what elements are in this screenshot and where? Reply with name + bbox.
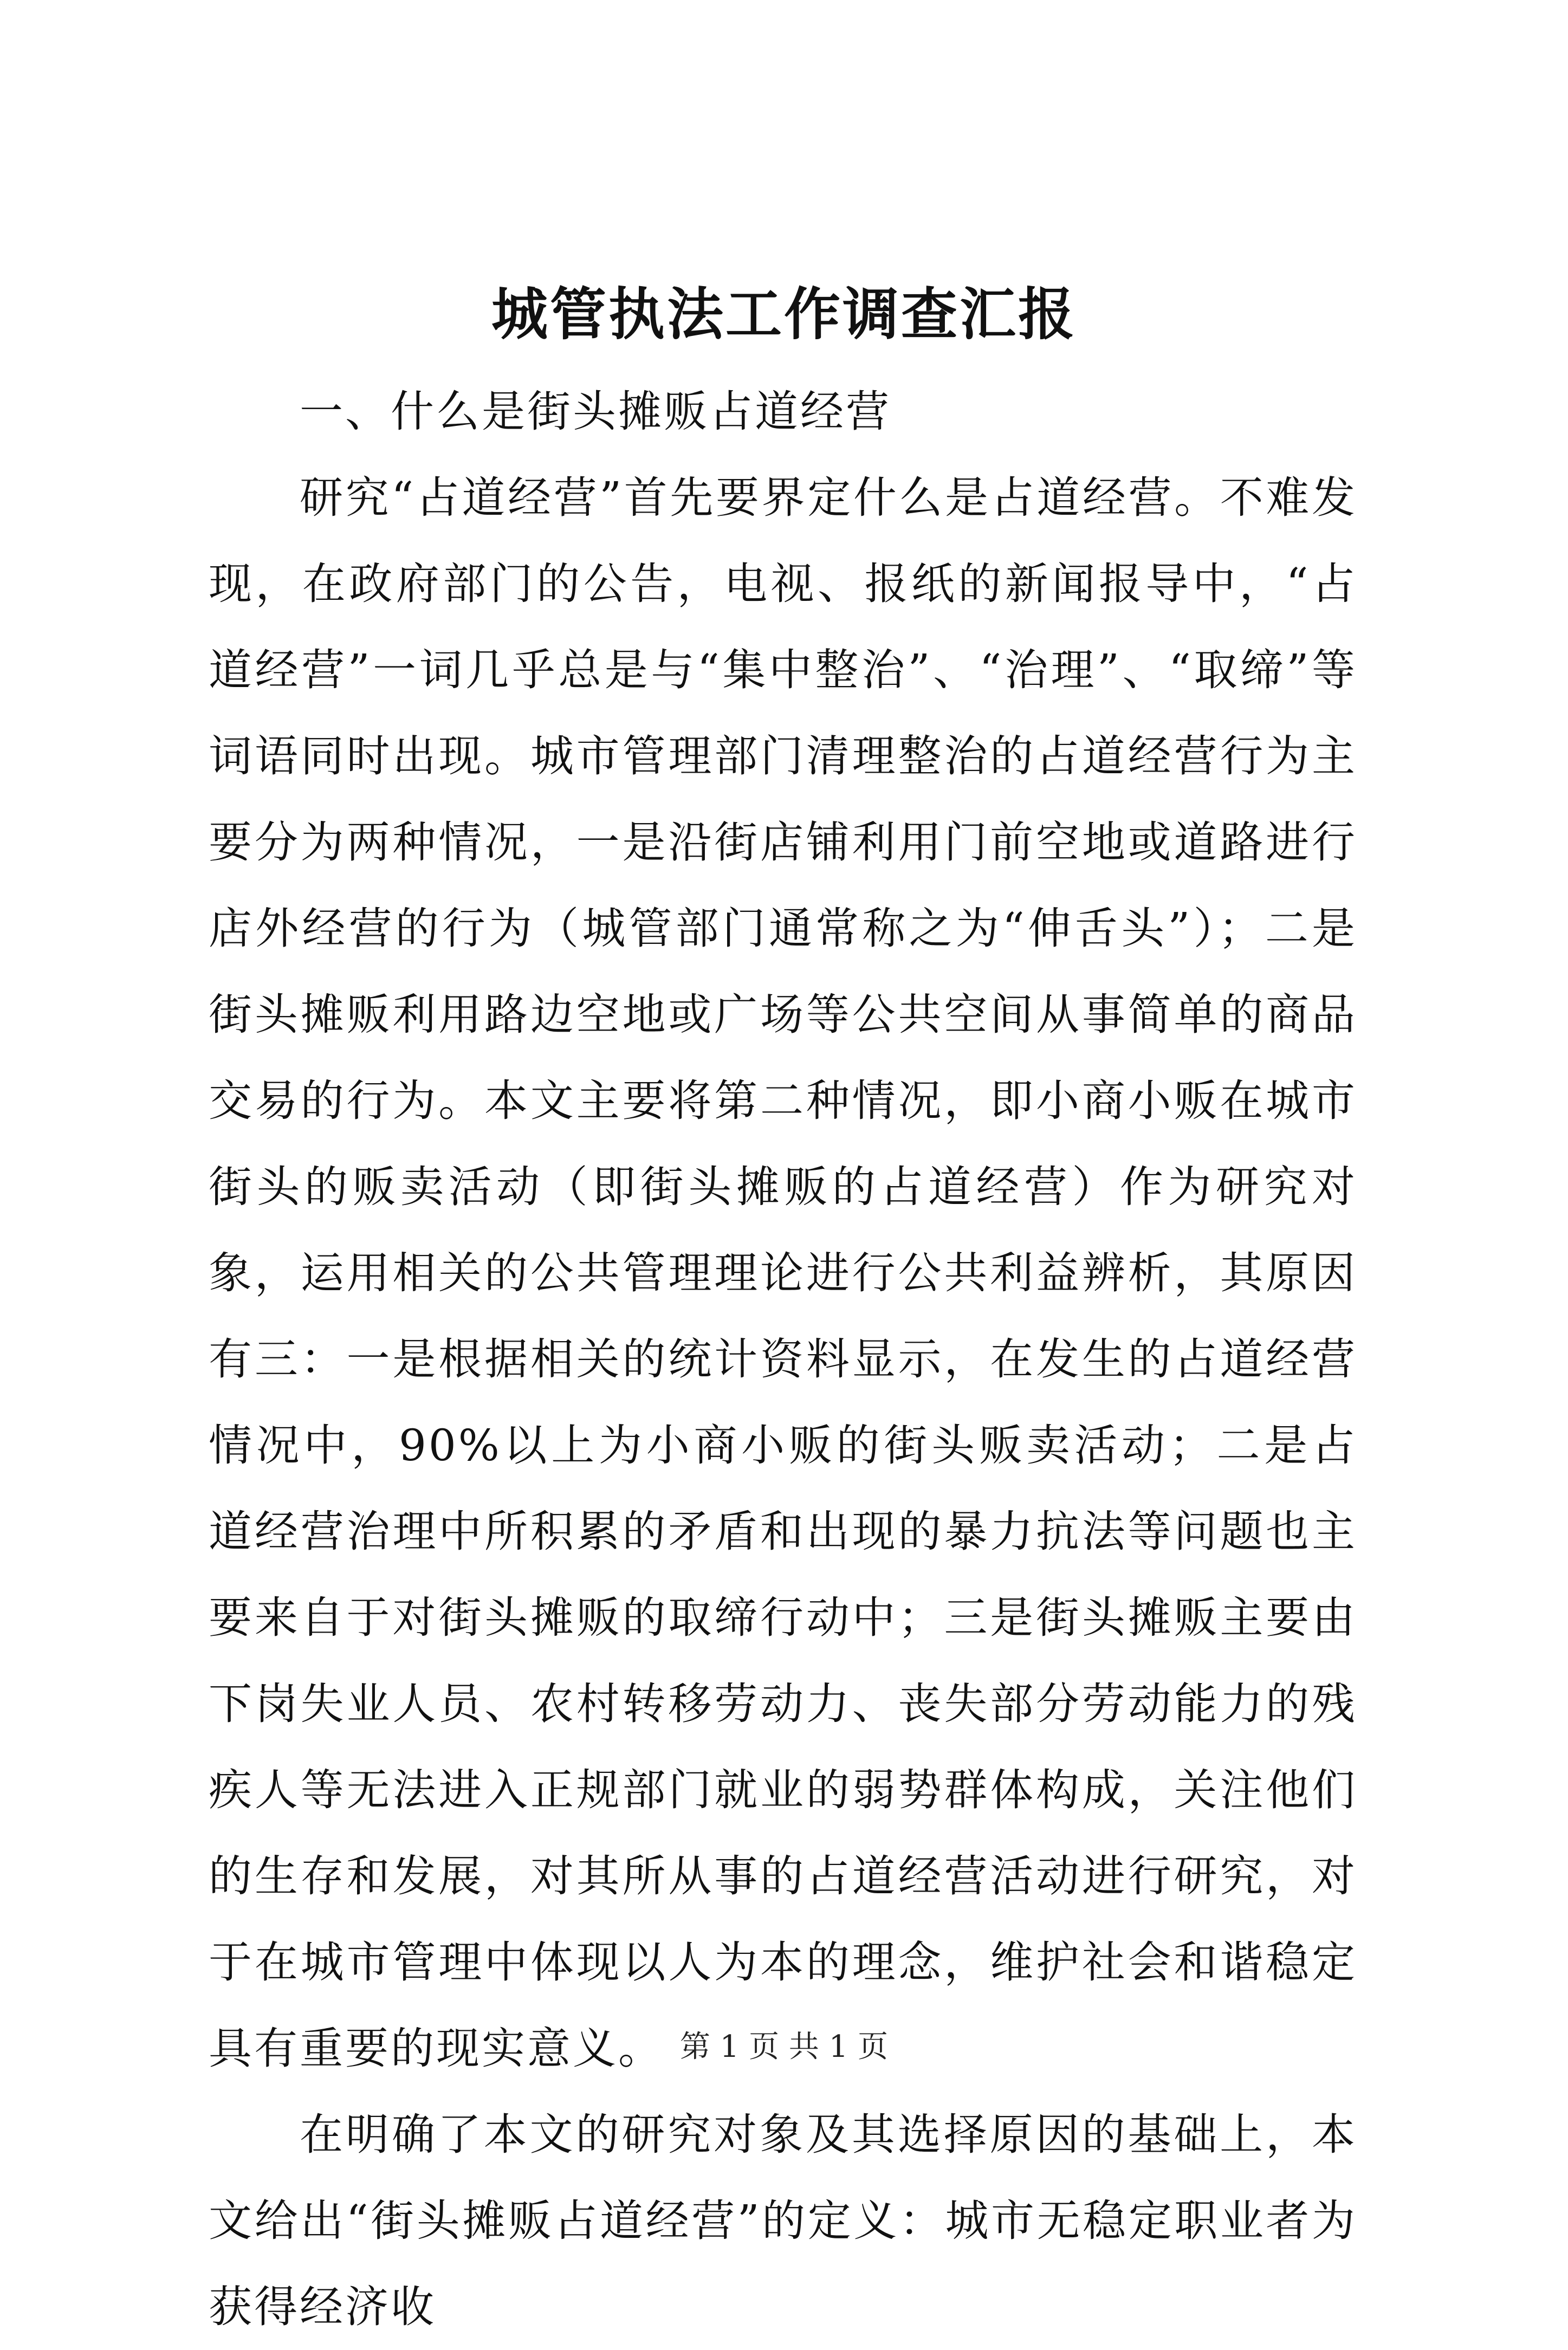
body-paragraph: 研究“占道经营”首先要界定什么是占道经营。不难发现，在政府部门的公告，电视、报纸的新闻报导中，“占道经营”一词几乎总是与“集中整治”、“治理”、“取缔”等词语同时出现。城市管理部门清理整治的占道经营行为主要分为两种情况，一是沿街店铺利用门前空地或道路进行店外经营的行为（城管部门通常称之为“伸舌头”）；二是街头摊贩利用路边空地或广场等公共空间从事简单的商品交易的行为。本文主要将第二种情况，即小商小贩在城市街头的贩卖活动（即街头摊贩的占道经营）作为研究对象，运用相关的公共管理理论进行公共利益辨析，其原因有三：一是根据相关的统计资料显示，在发生的占道经营情况中，90%以上为小商小贩的街头贩卖活动；二是占道经营治理中所积累的矛盾和出现的暴力抗法等问题也主要来自于对街头摊贩的取缔行动中；三是街头摊贩主要由下岗失业人员、农村转移劳动力、丧失部分劳动能力的残疾人等无法进入正规部门就业的弱势群体构成，关注他们的生存和发展，对其所从事的占道经营活动进行研究，对于在城市管理中体现以人为本的理念，维护社会和谐稳定具有重要的现实意义。 [209, 472, 1357, 2074]
page-number-footer: 第 1 页 共 1 页 [679, 2029, 889, 2064]
document-title: 城管执法工作调查汇报 [491, 281, 1077, 347]
body-paragraph: 在明确了本文的研究对象及其选择原因的基础上，本文给出“街头摊贩占道经营”的定义：城市无稳定职业者为获得经济收 [209, 2109, 1357, 2332]
section-heading: 一、什么是街头摊贩占道经营 [300, 386, 891, 437]
